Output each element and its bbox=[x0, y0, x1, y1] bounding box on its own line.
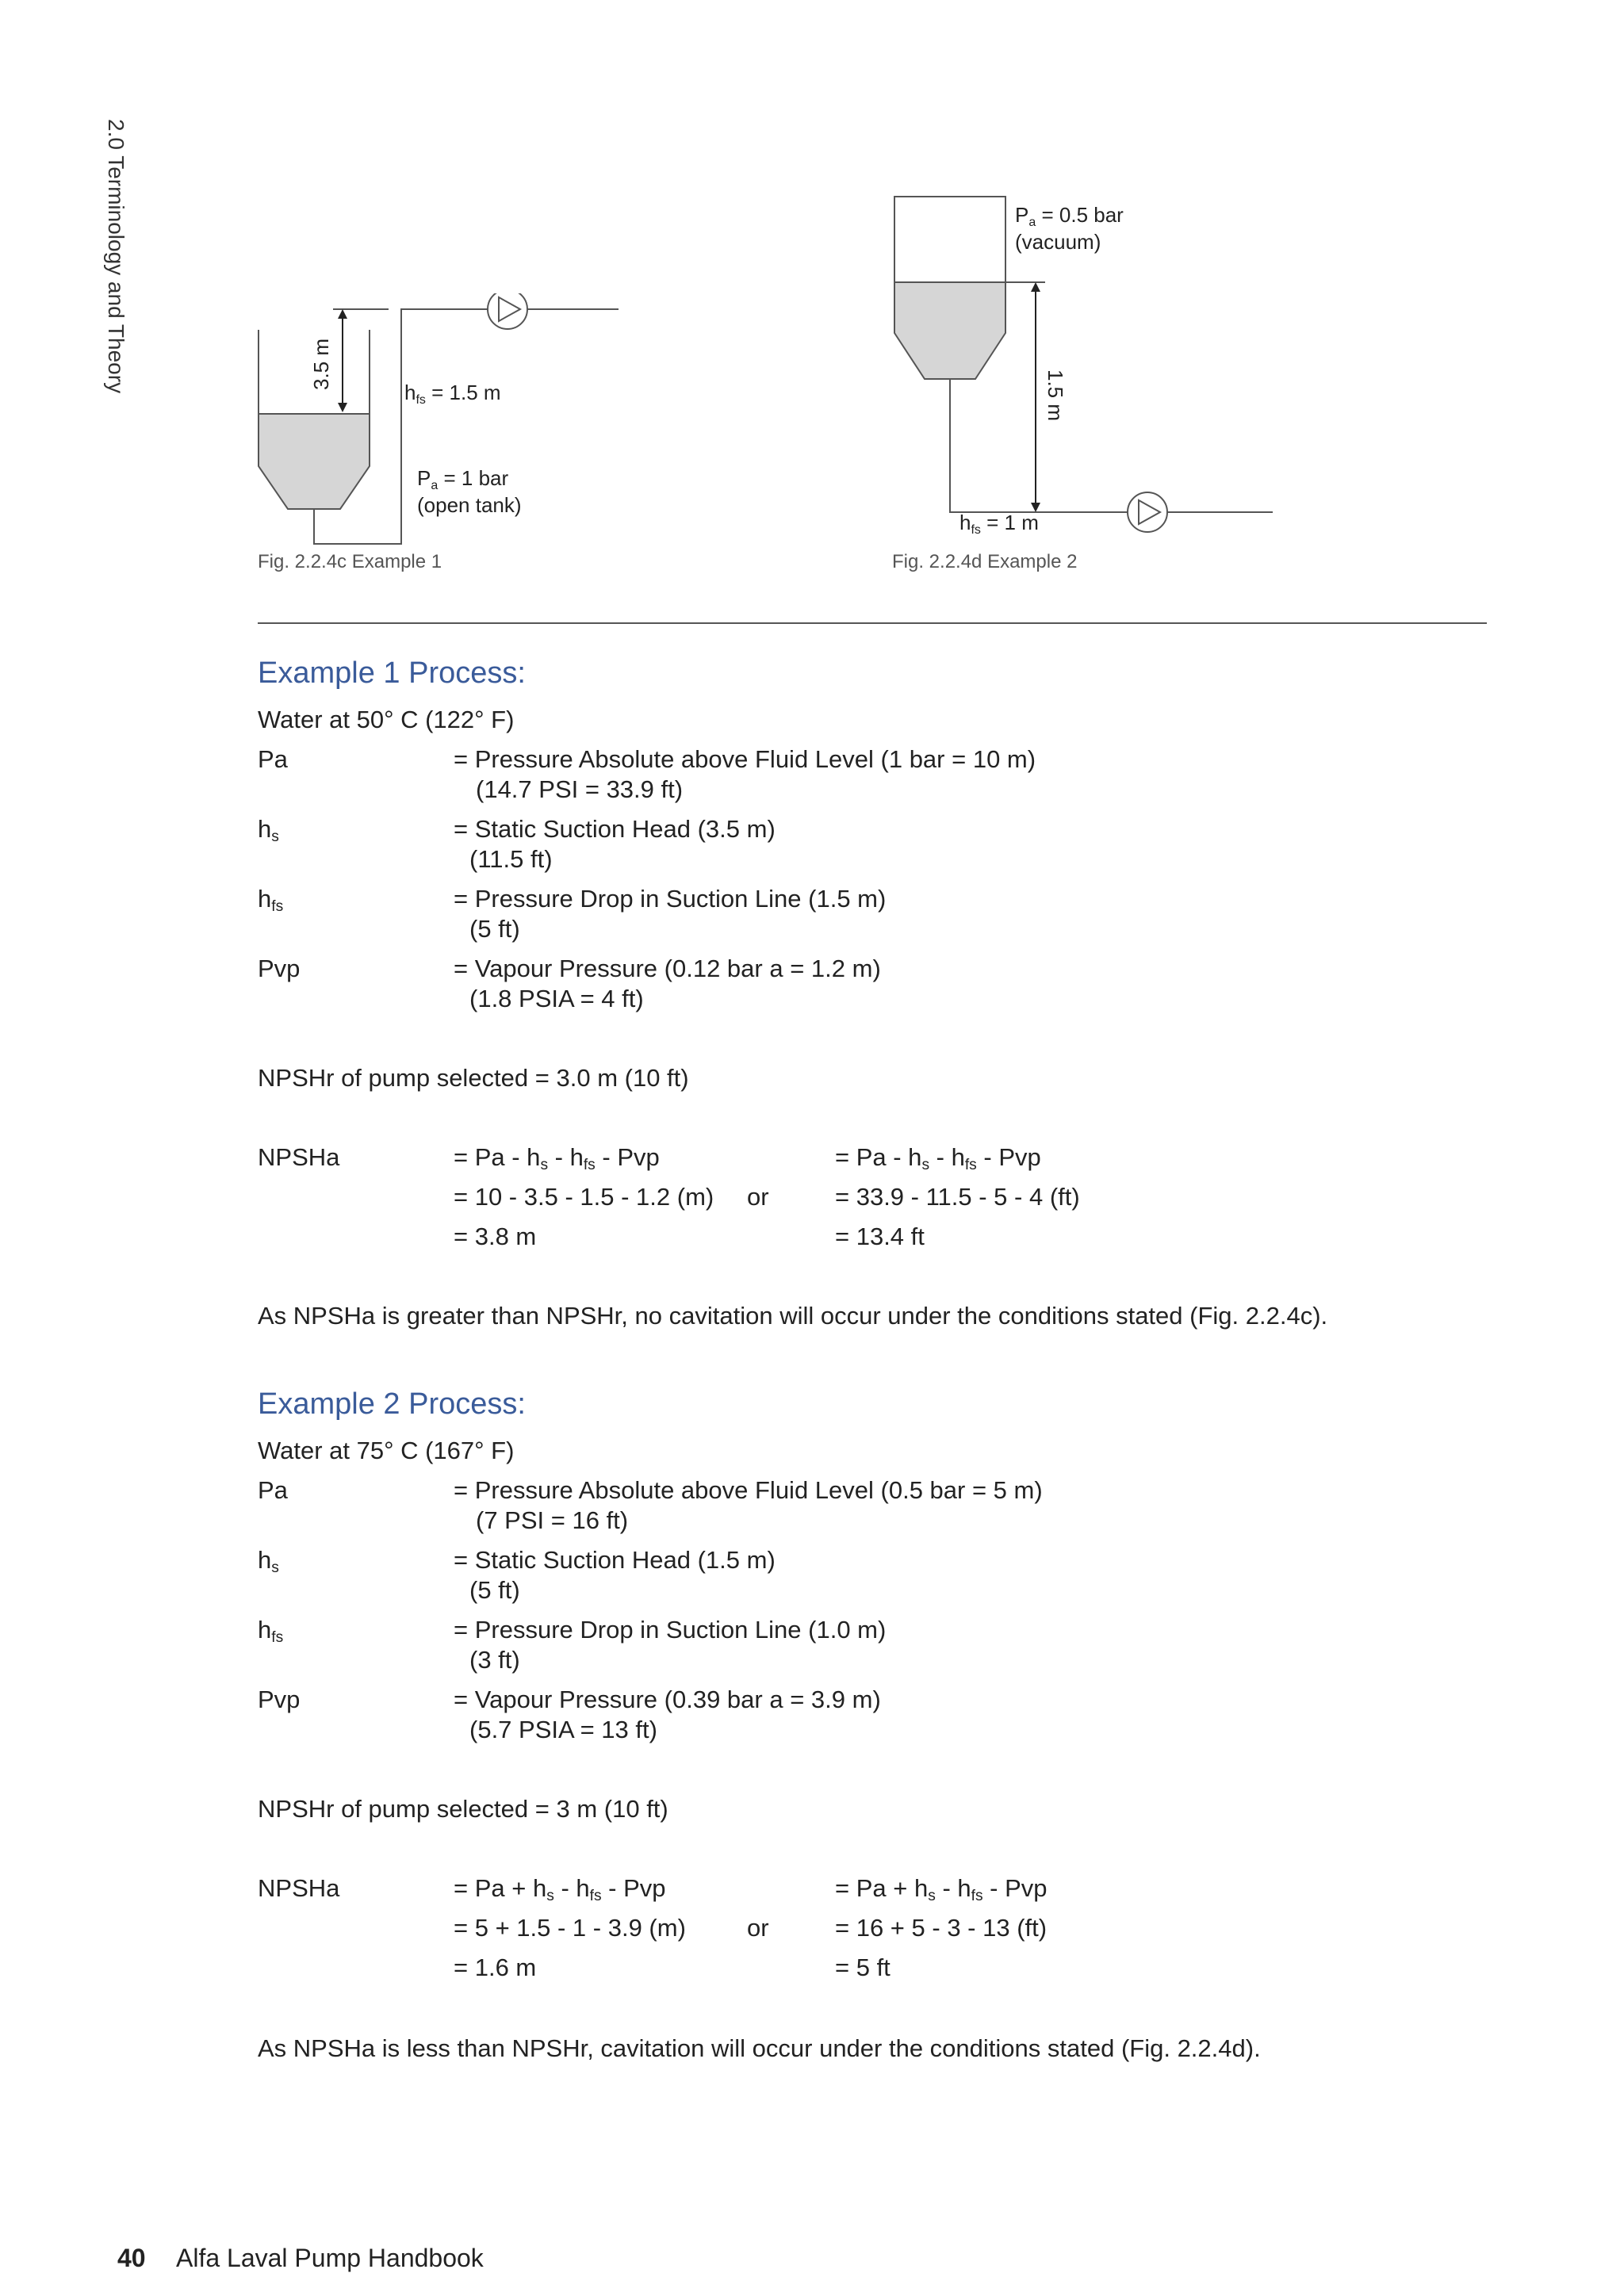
pump-icon bbox=[488, 293, 527, 329]
or-separator: or bbox=[747, 1183, 769, 1211]
suction-pipe bbox=[950, 379, 1128, 512]
hs-definition: = Static Suction Head (1.5 m) bbox=[454, 1546, 776, 1574]
tank-fluid bbox=[894, 282, 1005, 379]
pump-icon bbox=[1128, 492, 1167, 532]
pvp-definition-imperial: (1.8 PSIA = 4 ft) bbox=[469, 985, 644, 1012]
height-label: 3.5 m bbox=[309, 338, 333, 390]
example-1-condition: Water at 50° C (122° F) bbox=[258, 706, 515, 733]
npsha-formula-metric: = Pa - $h_s - h_{fs}$ - Pvp bbox=[454, 1143, 660, 1173]
npsha-result-metric: = 3.8 m bbox=[454, 1223, 537, 1250]
npsha-calc-metric: = 5 + 1.5 - 1 - 3.9 (m) bbox=[454, 1914, 686, 1942]
hs-term: $h_s$ bbox=[258, 815, 279, 845]
npsha-label: NPSHa bbox=[258, 1874, 340, 1902]
page-number: 40 bbox=[117, 2244, 146, 2272]
hfs-term: $h_{fs}$ bbox=[258, 885, 284, 915]
npshr-statement: NPSHr of pump selected = 3.0 m (10 ft) bbox=[258, 1064, 689, 1092]
figure-example-2 bbox=[880, 182, 1293, 547]
hs-term: $h_s$ bbox=[258, 1546, 279, 1576]
hfs-label: hfs = 1 m bbox=[959, 511, 1039, 537]
example-1-conclusion: As NPSHa is greater than NPSHr, no cavitation will occur under the conditions stated (Fig. 2.2.4c). bbox=[258, 1302, 1328, 1330]
figure-caption-2: Fig. 2.2.4d Example 2 bbox=[892, 551, 1078, 572]
pa-term: Pa bbox=[258, 1476, 288, 1504]
npsha-result-imperial: = 5 ft bbox=[835, 1954, 891, 1981]
pa-label: Pa = 1 bar bbox=[417, 466, 509, 492]
pa-definition: = Pressure Absolute above Fluid Level (1 bar = 10 m) bbox=[454, 745, 1036, 773]
example-2-conclusion: As NPSHa is less than NPSHr, cavitation will occur under the conditions stated (Fig. 2.2.4d). bbox=[258, 2034, 1261, 2062]
pvp-term: Pvp bbox=[258, 1686, 301, 1713]
divider bbox=[258, 622, 1487, 624]
hs-definition: = Static Suction Head (3.5 m) bbox=[454, 815, 776, 843]
pa-note: (vacuum) bbox=[1015, 230, 1101, 254]
pa-note: (open tank) bbox=[417, 493, 522, 517]
figure-example-1 bbox=[246, 293, 658, 579]
example-2-title: Example 2 Process: bbox=[258, 1387, 526, 1421]
pvp-term: Pvp bbox=[258, 955, 301, 982]
npsha-calc-imperial: = 33.9 - 11.5 - 5 - 4 (ft) bbox=[835, 1183, 1080, 1211]
height-arrow bbox=[1031, 282, 1040, 512]
hfs-label: hfs = 1.5 m bbox=[404, 381, 501, 407]
hfs-definition-imperial: (5 ft) bbox=[469, 915, 520, 943]
figure-caption-1: Fig. 2.2.4c Example 1 bbox=[258, 551, 442, 572]
example-2-condition: Water at 75° C (167° F) bbox=[258, 1437, 515, 1464]
height-label: 1.5 m bbox=[1044, 369, 1067, 422]
example-1-title: Example 1 Process: bbox=[258, 656, 526, 690]
section-side-title: 2.0 Terminology and Theory bbox=[104, 119, 128, 394]
npsha-formula-imperial: = Pa - $h_s - h_{fs}$ - Pvp bbox=[835, 1143, 1041, 1173]
pa-definition-imperial: (14.7 PSI = 33.9 ft) bbox=[476, 775, 684, 803]
hfs-definition: = Pressure Drop in Suction Line (1.5 m) bbox=[454, 885, 887, 913]
npshr-statement: NPSHr of pump selected = 3 m (10 ft) bbox=[258, 1795, 668, 1823]
pa-definition: = Pressure Absolute above Fluid Level (0.5 bar = 5 m) bbox=[454, 1476, 1043, 1504]
height-arrow bbox=[338, 309, 347, 412]
book-title: Alfa Laval Pump Handbook bbox=[176, 2244, 484, 2272]
hs-definition-imperial: (5 ft) bbox=[469, 1576, 520, 1604]
pa-definition-imperial: (7 PSI = 16 ft) bbox=[476, 1506, 629, 1534]
npsha-formula-metric: = $Pa + h_s - h_{fs}$ - Pvp bbox=[454, 1874, 666, 1904]
pvp-definition: = Vapour Pressure (0.12 bar a = 1.2 m) bbox=[454, 955, 881, 982]
tank-fluid bbox=[259, 414, 370, 509]
npsha-formula-imperial: = $Pa + h_s - h_{fs}$ - Pvp bbox=[835, 1874, 1048, 1904]
npsha-label: NPSHa bbox=[258, 1143, 340, 1171]
npsha-calc-imperial: = 16 + 5 - 3 - 13 (ft) bbox=[835, 1914, 1048, 1942]
hfs-term: $h_{fs}$ bbox=[258, 1616, 284, 1646]
npsha-result-metric: = 1.6 m bbox=[454, 1954, 537, 1981]
pa-term: Pa bbox=[258, 745, 288, 773]
npsha-calc-metric: = 10 - 3.5 - 1.5 - 1.2 (m) bbox=[454, 1183, 714, 1211]
npsha-result-imperial: = 13.4 ft bbox=[835, 1223, 925, 1250]
hs-definition-imperial: (11.5 ft) bbox=[469, 845, 553, 873]
pvp-definition: = Vapour Pressure (0.39 bar a = 3.9 m) bbox=[454, 1686, 881, 1713]
hfs-definition-imperial: (3 ft) bbox=[469, 1646, 520, 1674]
or-separator: or bbox=[747, 1914, 769, 1942]
hfs-definition: = Pressure Drop in Suction Line (1.0 m) bbox=[454, 1616, 887, 1644]
pvp-definition-imperial: (5.7 PSIA = 13 ft) bbox=[469, 1716, 657, 1743]
pa-label: Pa = 0.5 bar bbox=[1015, 203, 1124, 229]
